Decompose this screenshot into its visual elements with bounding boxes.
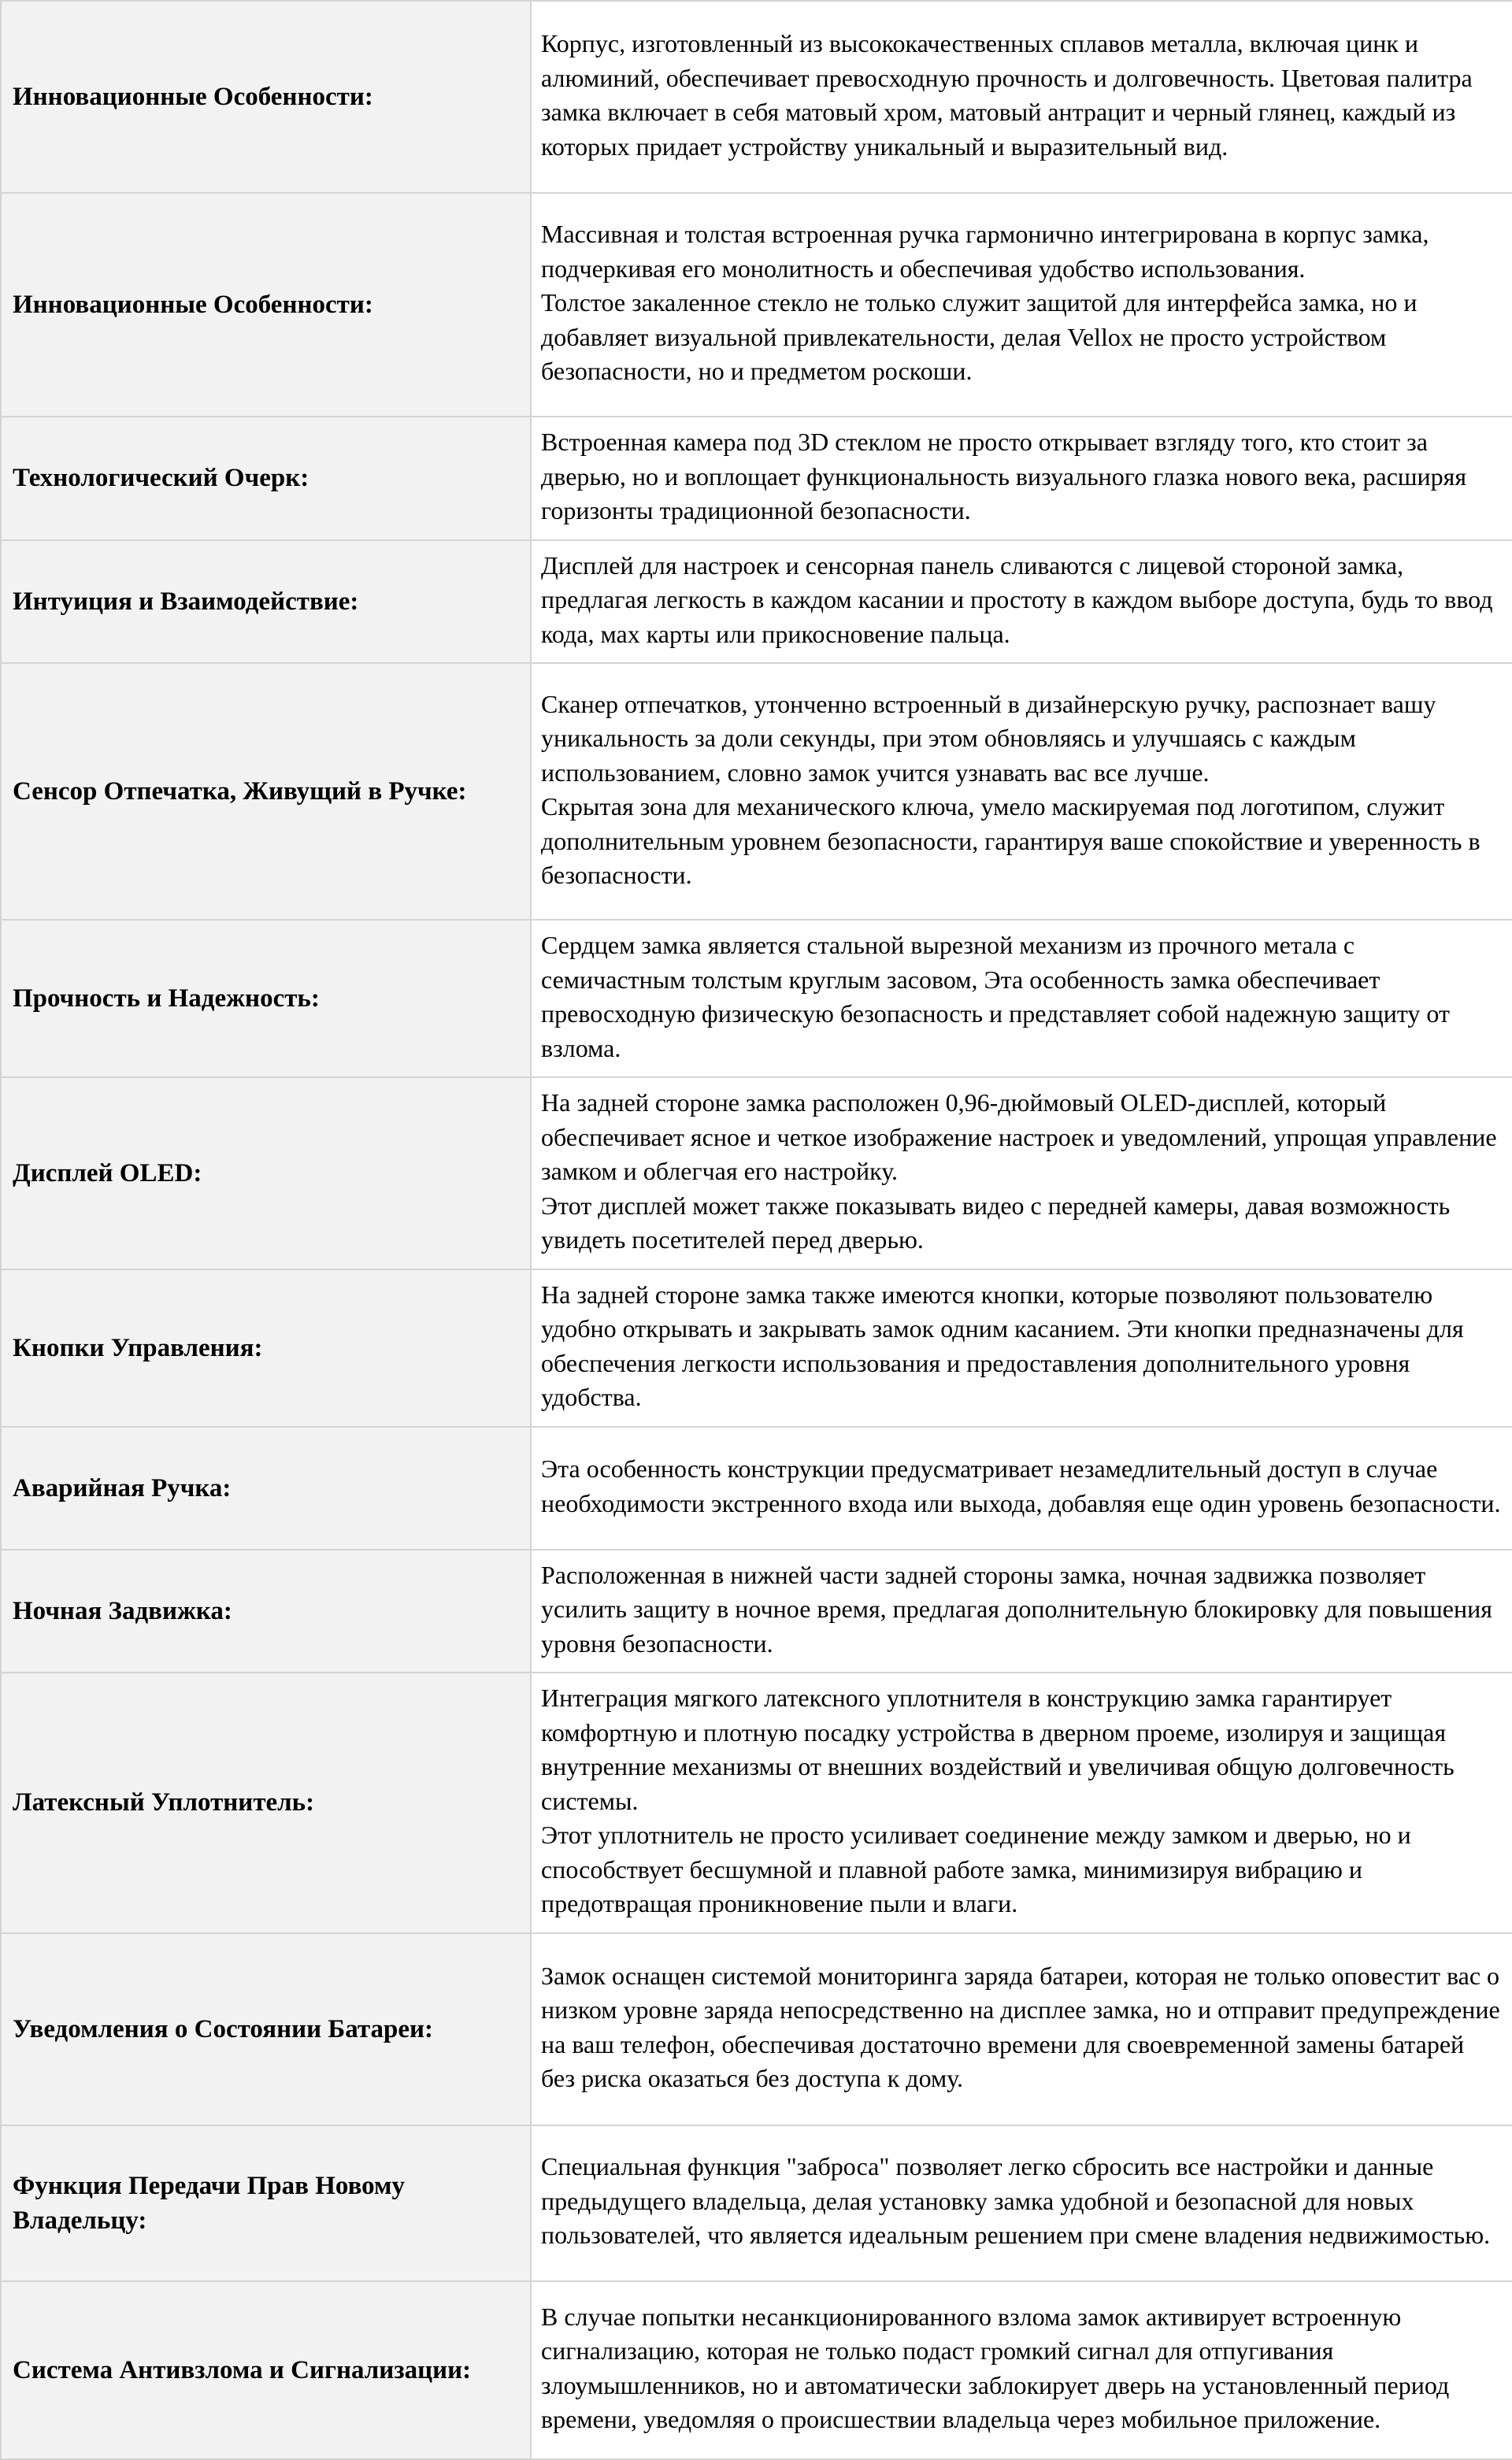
table-row	[1, 193, 1512, 417]
description-paragraph: В случае попытки несанкционированного взлома замок активирует встроенную сигнализацию, которая не только подаст громкий сигнал для отпугивания злоумышленников, но и автоматически заблокирует дверь на установленный период времени, уведомляя о происшествии владельца через мобильное приложение.	[541, 2302, 1450, 2433]
feature-label: Интуиция и Взаимодействие:	[1, 540, 531, 664]
table-row	[1, 1269, 1512, 1427]
description-paragraph: Встроенная камера под 3D стеклом не просто открывает взгляду того, кто стоит за дверью, но и воплощает функциональность визуального глазка нового века, расширяя горизонты традиционной безопасности.	[541, 428, 1467, 524]
table-row	[1, 540, 1512, 664]
feature-label: Технологический Очерк:	[1, 417, 531, 540]
feature-description	[531, 1427, 1512, 1550]
feature-label: Ночная Задвижка:	[1, 1550, 531, 1673]
description-paragraph: Толстое закаленное стекло не только служит защитой для интерфейса замка, но и добавляет визуальной привлекательности, делая Vellox не просто устройством безопасности, но и предметом роскоши.	[541, 288, 1418, 386]
feature-description	[531, 1269, 1512, 1427]
feature-label: Прочность и Надежность:	[1, 920, 531, 1077]
feature-label: Кнопки Управления:	[1, 1269, 531, 1427]
feature-description	[531, 1077, 1512, 1269]
description-paragraph: Этот уплотнитель не просто усиливает соединение между замком и дверью, но и способствует бесшумной и плавной работе замка, минимизируя вибрацию и предотвращая проникновение пыли и влаги.	[541, 1821, 1411, 1917]
feature-description	[531, 2281, 1512, 2459]
description-paragraph: Специальная функция "заброса" позволяет легко сбросить все настройки и данные предыдущего владельца, делая установку замка удобной и безопасной для новых пользователей, что является идеальным решением при смене владения недвижимостью.	[541, 2152, 1491, 2250]
table-row	[1, 1550, 1512, 1673]
description-paragraph: Массивная и толстая встроенная ручка гармонично интегрирована в корпус замка, подчеркивая его монолитность и обеспечивая удобство использования.	[541, 220, 1429, 283]
table-row	[1, 1, 1512, 193]
feature-description	[531, 540, 1512, 664]
feature-description	[531, 2125, 1512, 2281]
feature-description	[531, 1673, 1512, 1933]
description-paragraph: На задней стороне замка расположен 0,96-дюймовый OLED-дисплей, который обеспечивает ясное и четкое изображение настроек и уведомлений, упрощая управление замком и облегчая его настройку.	[541, 1088, 1497, 1185]
table-row	[1, 2125, 1512, 2281]
feature-label: Дисплей OLED:	[1, 1077, 531, 1269]
table-row	[1, 920, 1512, 1077]
description-paragraph: Дисплей для настроек и сенсорная панель сливаются с лицевой стороной замка, предлагая легкость в каждом касании и простоту в каждом выборе доступа, будь то ввод кода, мах карты или прикосновение пальца.	[541, 550, 1493, 648]
feature-description	[531, 920, 1512, 1077]
feature-label: Инновационные Особенности:	[1, 1, 531, 193]
feature-description	[531, 1, 1512, 193]
description-paragraph: Расположенная в нижней части задней стороны замка, ночная задвижка позволяет усилить защиту в ночное время, предлагая дополнительную блокировку для повышения уровня безопасности.	[541, 1560, 1492, 1658]
table-row	[1, 1077, 1512, 1269]
table-row	[1, 417, 1512, 540]
feature-label: Система Антивзлома и Сигнализации:	[1, 2281, 531, 2459]
feature-description	[531, 417, 1512, 540]
feature-description	[531, 193, 1512, 417]
table-row	[1, 2281, 1512, 2459]
table-row	[1, 1427, 1512, 1550]
feature-label: Сенсор Отпечатка, Живущий в Ручке:	[1, 663, 531, 920]
feature-description	[531, 663, 1512, 920]
description-paragraph: Скрытая зона для механического ключа, умело маскируемая под логотипом, служит дополнительным уровнем безопасности, гарантируя ваше спокойствие и уверенность в безопасности.	[541, 792, 1480, 889]
feature-label: Функция Передачи Прав Новому Владельцу:	[1, 2125, 531, 2281]
description-paragraph: Замок оснащен системой мониторинга заряда батареи, которая не только оповестит вас о низком уровне заряда непосредственно на дисплее замка, но и отправит предупреждение на ваш телефон, обеспечивая достаточно времени для своевременной замены батарей без риска оказаться без доступа к дому.	[541, 1961, 1500, 2092]
feature-label: Аварийная Ручка:	[1, 1427, 531, 1550]
table-row	[1, 1673, 1512, 1933]
description-paragraph: На задней стороне замка также имеются кнопки, которые позволяют пользователю удобно открывать и закрывать замок одним касанием. Эти кнопки предназначены для обеспечения легкости использования и предоставления дополнительного уровня удобства.	[541, 1280, 1464, 1411]
description-paragraph: Сердцем замка является стальной вырезной механизм из прочного метала с семичастным толстым круглым засовом, Эта особенность замка обеспечивает превосходную физическую безопасность и представляет собой надежную защиту от взлома.	[541, 931, 1450, 1062]
feature-label: Латексный Уплотнитель:	[1, 1673, 531, 1933]
table-row	[1, 1933, 1512, 2125]
description-paragraph: Этот дисплей может также показывать видео с передней камеры, давая возможность увидеть посетителей перед дверью.	[541, 1191, 1451, 1254]
description-paragraph: Корпус, изготовленный из высококачественных сплавов металла, включая цинк и алюминий, обеспечивает превосходную прочность и долговечность. Цветовая палитра замка включает в себя матовый хром, матовый антрацит и черный глянец, каждый из которых придает устройству уникальный и выразительный вид.	[541, 29, 1473, 161]
feature-label: Инновационные Особенности:	[1, 193, 531, 417]
feature-label: Уведомления о Состоянии Батареи:	[1, 1933, 531, 2125]
description-paragraph: Интеграция мягкого латексного уплотнителя в конструкцию замка гарантирует комфортную и плотную посадку устройства в дверном проеме, изолируя и защищая внутренние механизмы от внешних воздействий и увеличивая общую долговечность системы.	[541, 1684, 1455, 1815]
feature-description	[531, 1550, 1512, 1673]
table-row	[1, 663, 1512, 920]
description-paragraph: Сканер отпечатков, утонченно встроенный в дизайнерскую ручку, распознает вашу уникальность за доли секунды, при этом обновляясь и улучшаясь с каждым использованием, словно замок учится узнавать вас все лучше.	[541, 689, 1436, 787]
feature-description	[531, 1933, 1512, 2125]
description-paragraph: Эта особенность конструкции предусматривает незамедлительный доступ в случае необходимости экстренного входа или выхода, добавляя еще один уровень безопасности.	[541, 1454, 1501, 1517]
